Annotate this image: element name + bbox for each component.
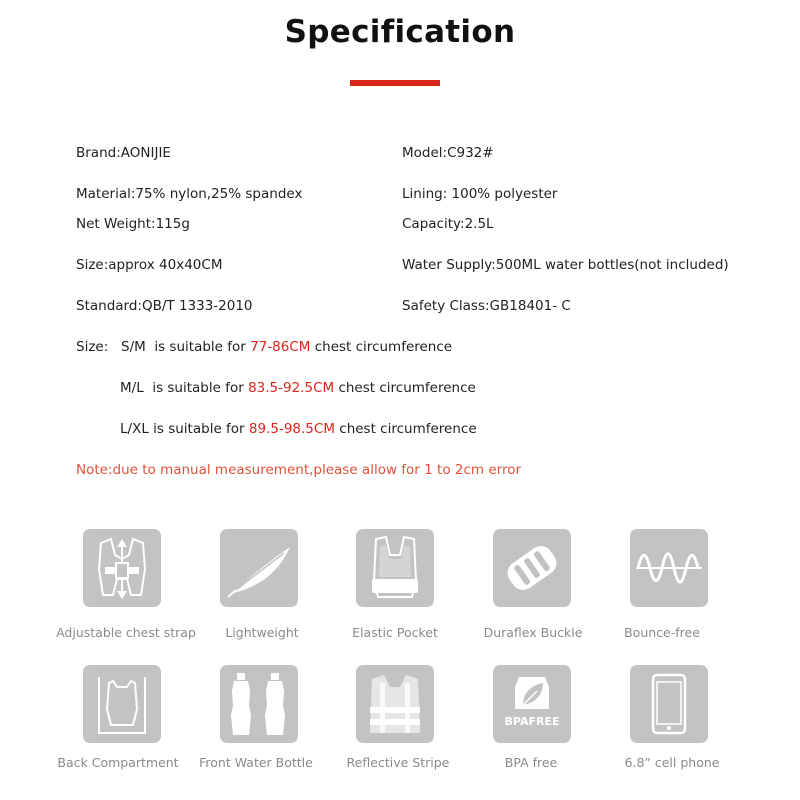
reflective-vest-icon [356, 665, 434, 743]
feature-label: BPA free [504, 755, 558, 770]
spec-model: Model:C932# [402, 145, 494, 161]
measurement-note: Note:due to manual measurement,please allow for 1 to 2cm error [76, 462, 522, 478]
size-row [120, 380, 476, 396]
title-underline [350, 80, 440, 86]
size-text: is suitable for [153, 421, 245, 437]
feature-label: Elastic Pocket [352, 625, 438, 640]
spec-standard: Standard:QB/T 1333-2010 [76, 298, 253, 314]
size-text: is suitable for [154, 339, 246, 355]
feature-label: Bounce-free [624, 625, 700, 640]
buckle-icon [493, 529, 571, 607]
back-compartment-icon [83, 665, 161, 743]
spec-brand: Brand:AONIJIE [76, 145, 171, 161]
size-text: is suitable for [152, 380, 244, 396]
feature-label: Reflective Stripe [346, 755, 450, 770]
feather-icon [220, 529, 298, 607]
size-row [120, 421, 477, 437]
vest-pocket-icon [356, 529, 434, 607]
spec-water-supply: Water Supply:500ML water bottles(not included) [402, 257, 729, 273]
bpa-badge-text: BPAFREE [504, 715, 560, 728]
size-chart-label: Size: [76, 339, 109, 355]
feature-label: Duraflex Buckle [483, 625, 583, 640]
spec-material: Material:75% nylon,25% spandex [76, 186, 303, 202]
cell-phone-icon [630, 665, 708, 743]
feature-label: Lightweight [225, 625, 299, 640]
size-suffix: chest circumference [314, 339, 453, 355]
size-range: 83.5-92.5CM [248, 380, 335, 396]
size-name: M/L [120, 380, 144, 396]
size-row [121, 339, 452, 355]
page-title: Specification [284, 14, 516, 50]
size-suffix: chest circumference [339, 421, 477, 437]
size-name: S/M [121, 339, 146, 355]
feature-label: Adjustable chest strap [56, 625, 196, 640]
spec-safety-class: Safety Class:GB18401- C [402, 298, 571, 314]
feature-label: 6.8” cell phone [624, 755, 720, 770]
spec-lining: Lining: 100% polyester [402, 186, 558, 202]
leaf-icon [493, 665, 571, 743]
feature-label: Back Compartment [57, 755, 179, 770]
size-suffix: chest circumference [338, 380, 476, 396]
feature-label: Front Water Bottle [199, 755, 313, 770]
spec-capacity: Capacity:2.5L [402, 216, 494, 232]
wave-icon [630, 529, 708, 607]
size-range: 89.5-98.5CM [248, 421, 335, 437]
size-range: 77-86CM [250, 339, 311, 355]
size-name: L/XL [120, 421, 149, 437]
water-bottle-icon [220, 665, 298, 743]
spec-size: Size:approx 40x40CM [76, 257, 223, 273]
chest-strap-icon [83, 529, 161, 607]
spec-net-weight: Net Weight:115g [76, 216, 190, 232]
